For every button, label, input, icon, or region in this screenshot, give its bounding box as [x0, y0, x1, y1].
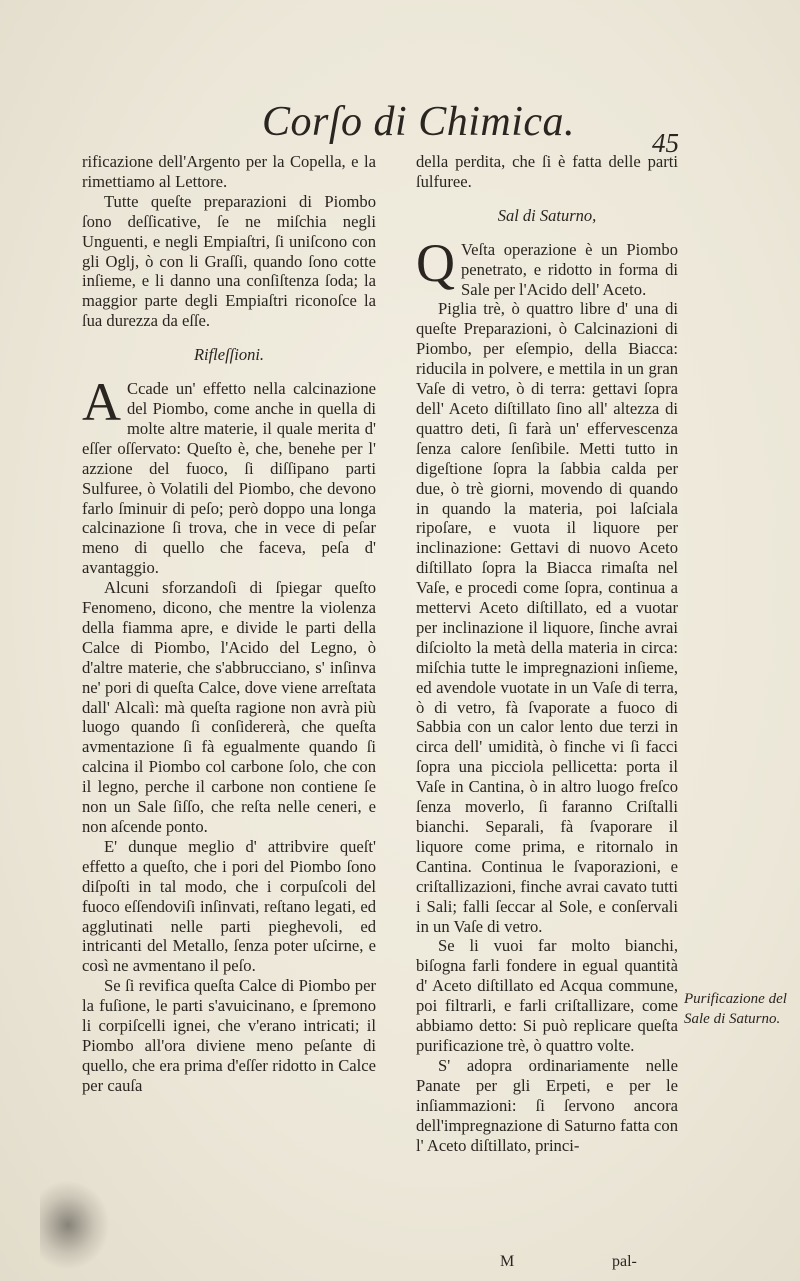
- catchword: pal-: [612, 1253, 637, 1270]
- section-heading: Rifleſſioni.: [193, 345, 265, 365]
- page-number: 45: [652, 128, 679, 158]
- drop-cap: A: [82, 372, 121, 433]
- paragraph: Alcuni sforzandoſi di ſpiegar queſto Fenomeno, dicono, che mentre la violenza della fiamma apre, e divide le parti della Calce di Piombo, l'Acido del Legno, ò d'altre materie, che s'abbrucciano, s' inſinva ne' pori di queſta Calce, dove viene arreſtata dall' Alcalì: mà queſta ragione non avrà più luogo quando ſi conſidererà, che queſta avmentazione ſi fà egualmente quando ſi calcina il Piombo col carbone ſolo, che con il legno, perche il carbone non contiene ſe non un Sale ſiſſo, che reſta nelle ceneri, e non aſcende ponto.: [82, 578, 376, 836]
- section-heading: Sal di Saturno,: [497, 205, 597, 225]
- paragraph: rificazione dell'Argento per la Copella, e la rimettiamo al Lettore.: [82, 152, 376, 191]
- paragraph: Tutte queſte preparazioni di Piombo ſono deſſicative, ſe ne miſchia negli Unguenti, e negli Empiaſtri, ſi uniſcono con gli Oglj, ò con li Graſſi, quando ſono cotte inſieme, e li danno una conſiſtenza ſoda; la maggior parte degli Empiaſtri riconoſce la ſua durezza da eſſe.: [82, 191, 376, 331]
- ink-stain: [40, 1180, 110, 1270]
- paragraph: S' adopra ordinariamente nelle Panate per gli Erpeti, e per le inſiammazioni: ſi ſervono ancora dell'impregnazione di Saturno fatta con l' Aceto diſtillato, princi-: [416, 1055, 678, 1155]
- running-title: Corſo di Chimica.: [262, 99, 576, 145]
- paragraph-text: Veſta operazione è un Piombo penetrato, e ridotto in forma di Sale per l'Acido dell' Aceto.: [461, 239, 678, 299]
- paragraph-text: Ccade un' effetto nella calcinazione del Piombo, come anche in quella di molte altre materie, il quale merita d' eſſer oſſervato: Queſto è, che, benehe per l' azzione del fuoco, ſi diſſipano parti Sulfuree, ò Volatili del Piombo, che devono farlo ſminuir di peſo; però doppo una longa calcinazione ſi trova, che in vece di peſar meno di quello che faceva, peſa d' avantaggio.: [82, 379, 376, 578]
- drop-cap: Q: [416, 232, 455, 293]
- paragraph-with-initial: [416, 232, 678, 300]
- right-column: [416, 152, 678, 1155]
- left-column: [82, 152, 376, 1096]
- signature-mark: M: [500, 1253, 515, 1270]
- paragraph-with-initial: [82, 372, 376, 578]
- paragraph: della perdita, che ſi è fatta delle parti ſulfuree.: [416, 152, 678, 191]
- paragraph: Piglia trè, ò quattro libre d' una di queſte Preparazioni, ò Calcinazioni di Piombo, per eſempio, della Biacca: riducila in polvere, e mettila in un gran Vaſe di vetro, ò di terra: gettavi ſopra dell' Aceto diſtillato ſino all' altezza di quattro deti, ſi farà un' effervescenza ſenza calore ſenſibile. Metti tutto in digeſtione ſopra la ſabbia calda per due, ò trè giorni, movendo di quando in quando la materia, poi laſciala ripoſare, e vuota il liquore per inclinazione: Gettavi di nuovo Aceto diſtillato ſopra la Biacca rimaſta nel Vaſe, e procedi come ſopra, continua a mettervi Aceto diſtillato, ed a vuotar per inclinazione il liquore, ſinche avrai diſciolto la metà della materia in circa: miſchia tutte le impregnazioni inſieme, ed avendole vuotate in un Vaſe di terra, ò di vetro, fà ſvaporate a fuoco di Sabbia con un calor lento due terzi in circa dell' umidità, ò finche vi ſi facci ſopra una picciola pellicetta: porta il Vaſe in Cantina, ò in altro luogo freſco ſenza moverlo, ſi faranno Criſtalli bianchi. Separali, fà ſvaporare il liquore come prima, e ritornalo in Cantina. Continua le ſvaporazioni, e criſtallizazioni, finche avrai cavato tutti i Sali; falli ſeccar al Sole, e conſervali in un Vaſe di vetro.: [416, 299, 678, 936]
- paragraph: Se li vuoi far molto bianchi, biſogna farli fondere in egual quantità d' Aceto diſtillato ed Acqua commune, poi filtrarli, e farli criſtallizare, come abbiamo detto: Si può replicare queſta purificazione trè, ò quattro volte.: [416, 936, 678, 1055]
- marginal-note: Purificazione del Sale di Saturno.: [684, 991, 787, 1027]
- paragraph: Se ſi revifica queſta Calce di Piombo per la fuſione, le parti s'avuicinano, e ſpremono li corpiſcelli ignei, che v'erano intricati; il Piombo all'ora diviene meno peſante di quello, che era prima d'eſſer ridotto in Calce per cauſa: [82, 976, 376, 1095]
- page-header: [0, 98, 800, 158]
- paragraph: E' dunque meglio d' attribvire queſt' effetto a queſto, che i pori del Piombo ſono diſpoſti in tal modo, che i corpuſcoli del fuoco eſſendoviſi inſinvati, reſtano legati, ed agglutinati nelle parti pieghevoli, ed intricanti del Metallo, ſenza poter uſcirne, e così ne avmentano il peſo.: [82, 836, 376, 976]
